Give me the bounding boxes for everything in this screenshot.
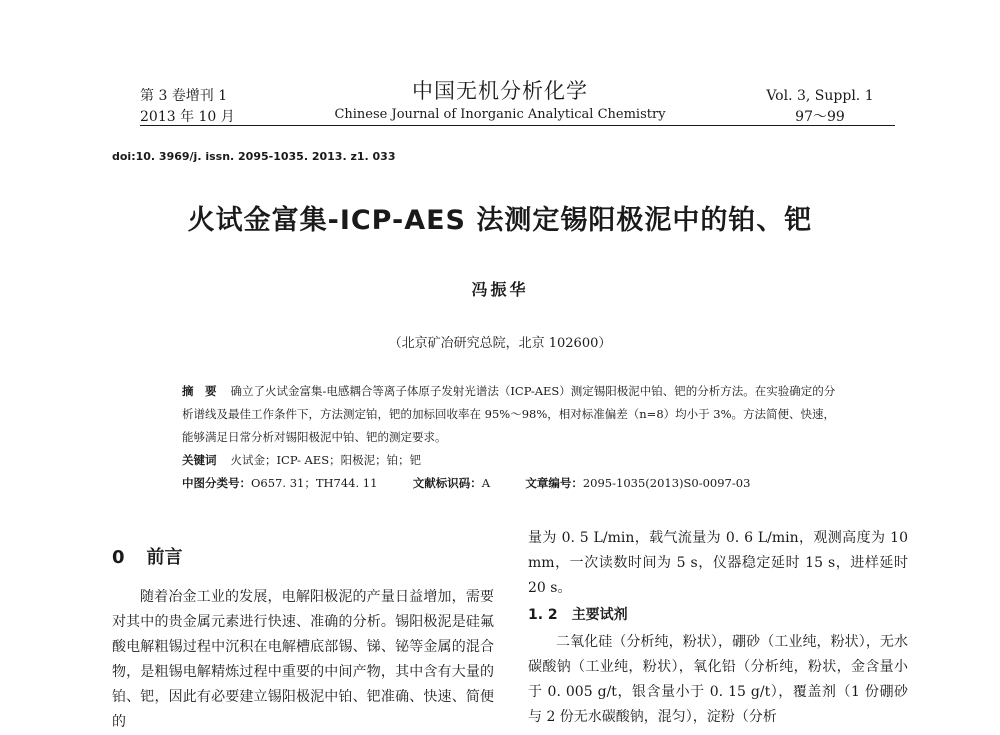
section-title: 前言 [146,547,183,568]
keywords-label: 关键词 [182,453,217,467]
journal-title-en: Chinese Journal of Inorganic Analytical Chemistry [334,107,666,122]
abstract-block [182,380,842,495]
reagents-paragraph: 二氧化硅（分析纯，粉状），硼砂（工业纯，粉状），无水碳酸钠（工业纯，粉状），氧化铅（分析纯，粉状，金含量小于 0. 005 g/t，银含量小于 0. 15 g/t），覆盖剂（1 份硼砂与 2 份无水碳酸钠，混匀），淀粉（分析 [528,634,908,725]
abstract-label: 摘 要 [182,384,217,398]
header-rule [140,125,895,126]
clc-label: 中图分类号： [182,476,251,490]
section-number: 0 [112,547,125,568]
affiliation: （北京矿冶研究总院，北京 102600） [388,336,612,351]
article-no-label: 文章编号： [525,476,583,490]
header-volume-block [140,86,235,128]
header-date-cn: 2013 年 10 月 [140,109,235,125]
clc-value: O657. 31；TH744. 11 [251,476,378,490]
section-heading-intro [112,543,183,569]
subsection-heading-reagents [528,603,908,628]
right-column [528,526,908,730]
subsection-number: 1. 2 [528,607,558,623]
classification-row [182,472,842,495]
instrument-paragraph: 量为 0. 5 L/min，载气流量为 0. 6 L/min，观测高度为 10 mm，一次读数时间为 5 s，仪器稳定延时 15 s，进样延时 20 s。 [528,530,908,596]
left-column [112,585,494,735]
doc-code-label: 文献标识码： [412,476,482,490]
header-pages: 97～99 [795,109,845,125]
subsection-title: 主要试剂 [571,607,628,623]
abstract-text: 确立了火试金富集-电感耦合等离子体原子发射光谱法（ICP-AES）测定锡阳极泥中铂、钯的分析方法。在实验确定的分析谱线及最佳工作条件下，方法测定铂，钯的加标回收率在 95%～98%，相对标准偏差（n=8）均小于 3%。方法简便、快速，能够满足日常分析对锡阳极泥中铂、钯的测定要求。 [182,384,836,444]
header-volume-en: Vol. 3, Suppl. 1 [766,88,874,104]
journal-title-cn: 中国无机分析化学 [412,79,588,103]
keywords-row [182,449,842,472]
header-vol-block [745,86,895,128]
header-journal-block [300,78,700,124]
abstract-paragraph [182,380,842,449]
header-volume-cn: 第 3 卷增刊 1 [140,88,228,104]
doi-line: doi:10. 3969/j. issn. 2095-1035. 2013. z1. 033 [112,150,396,163]
paper-title: 火试金富集-ICP-AES 法测定锡阳极泥中的铂、钯 [187,205,813,236]
keywords-text: 火试金；ICP- AES；阳极泥；铂；钯 [230,453,422,467]
author-name: 冯振华 [471,280,529,299]
article-no-value: 2095-1035(2013)S0-0097-03 [582,476,751,490]
doc-code-value: A [481,476,491,490]
intro-paragraph: 随着冶金工业的发展，电解阳极泥的产量日益增加，需要对其中的贵金属元素进行快速、准确的分析。锡阳极泥是硅氟酸电解粗锡过程中沉积在电解槽底部锡、锑、铋等金属的混合物，是粗锡电解精炼过程中重要的中间产物，其中含有大量的铂、钯，因此有必要建立锡阳极泥中铂、钯准确、快速、简便的 [112,589,494,730]
